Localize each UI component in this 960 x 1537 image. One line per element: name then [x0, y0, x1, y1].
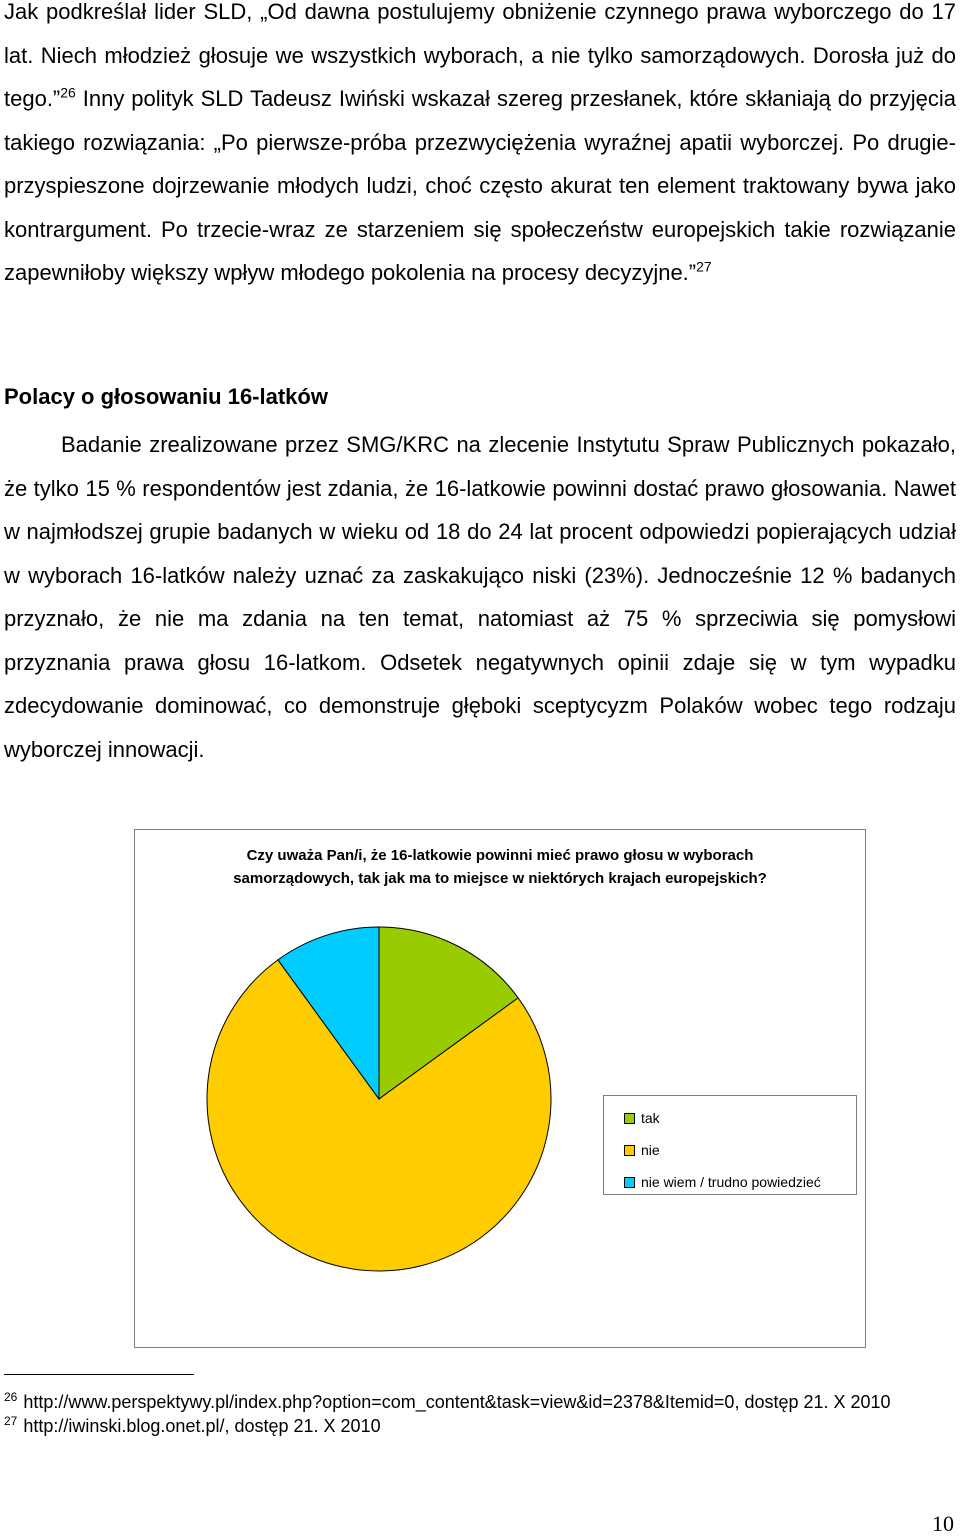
page-number: 10 — [932, 1511, 954, 1536]
legend-swatch — [624, 1177, 635, 1188]
legend-swatch — [624, 1145, 635, 1156]
paragraph-quote-part1: Jak podkreślał lider SLD, „Od dawna postulujemy obniżenie czynnego prawa wyborczego do 17 lat. Niech młodzież głosuje we wszystkich wyborach, a nie tylko samorządowych. Dorosła już do tego.” — [4, 0, 956, 111]
footnote-27 — [4, 1414, 956, 1438]
footnote-divider — [4, 1374, 194, 1375]
legend-label: nie wiem / trudno powiedzieć — [641, 1174, 821, 1190]
legend-item — [624, 1142, 660, 1158]
pie-chart-frame — [134, 829, 866, 1348]
footnote-number: 26 — [4, 1390, 18, 1404]
legend-label: tak — [641, 1110, 660, 1126]
footnote-number: 27 — [4, 1414, 18, 1428]
paragraph-quote — [4, 0, 956, 295]
pie-chart — [135, 830, 865, 1347]
footnotes — [4, 1390, 956, 1438]
footnote-ref-27: 27 — [696, 258, 712, 275]
footnote-ref-26: 26 — [60, 84, 76, 101]
footnote-26 — [4, 1390, 956, 1414]
legend-label: nie — [641, 1142, 660, 1158]
paragraph-survey: Badanie zrealizowane przez SMG/KRC na zlecenie Instytutu Spraw Publicznych pokazało, że tylko 15 % respondentów jest zdania, że 16-latkowie powinni dostać prawo głosowania. Nawet w najmłodszej grupie badanych w wieku od 18 do 24 lat procent odpowiedzi popierających udział w wyborach 16-latków należy uznać za zaskakująco niski (23%). Jednocześnie 12 % badanych przyznało, że nie ma zdania na ten temat, natomiast aż 75 % sprzeciwia się pomysłowi przyznania prawa głosu 16-latkom. Odsetek negatywnych opinii zdaje się w tym wypadku zdecydowanie dominować, co demonstruje głęboki sceptycyzm Polaków wobec tego rodzaju wyborczej innowacji. — [4, 432, 956, 762]
chart-title: Czy uważa Pan/i, że 16-latkowie powinni mieć prawo głosu w wyborach samorządowych, tak jak ma to miejsce w niektórych krajach europejskich? — [233, 847, 767, 887]
footnote-text: http://iwinski.blog.onet.pl/, dostęp 21. X 2010 — [23, 1416, 381, 1436]
section-heading: Polacy o głosowaniu 16-latków — [4, 384, 328, 409]
footnote-text: http://www.perspektywy.pl/index.php?option=com_content&task=view&id=2378&Itemid=0, dostęp 21. X 2010 — [23, 1392, 891, 1412]
chart-legend — [603, 1095, 857, 1195]
paragraph-quote-part2: Inny polityk SLD Tadeusz Iwiński wskazał szereg przesłanek, które skłaniają do przyjęcia takiego rozwiązania: „Po pierwsze-próba przezwyciężenia wyraźnej apatii wyborczej. Po drugie-przyspieszone dojrzewanie młodych ludzi, choć często akurat ten element traktowany bywa jako kontrargument. Po trzecie-wraz ze starzeniem się społeczeństw europejskich takie rozwiązanie zapewniłoby większy wpływ młodego pokolenia na procesy decyzyjne.” — [4, 86, 956, 285]
legend-swatch — [624, 1113, 635, 1124]
legend-item — [624, 1174, 821, 1190]
legend-item — [624, 1110, 660, 1126]
